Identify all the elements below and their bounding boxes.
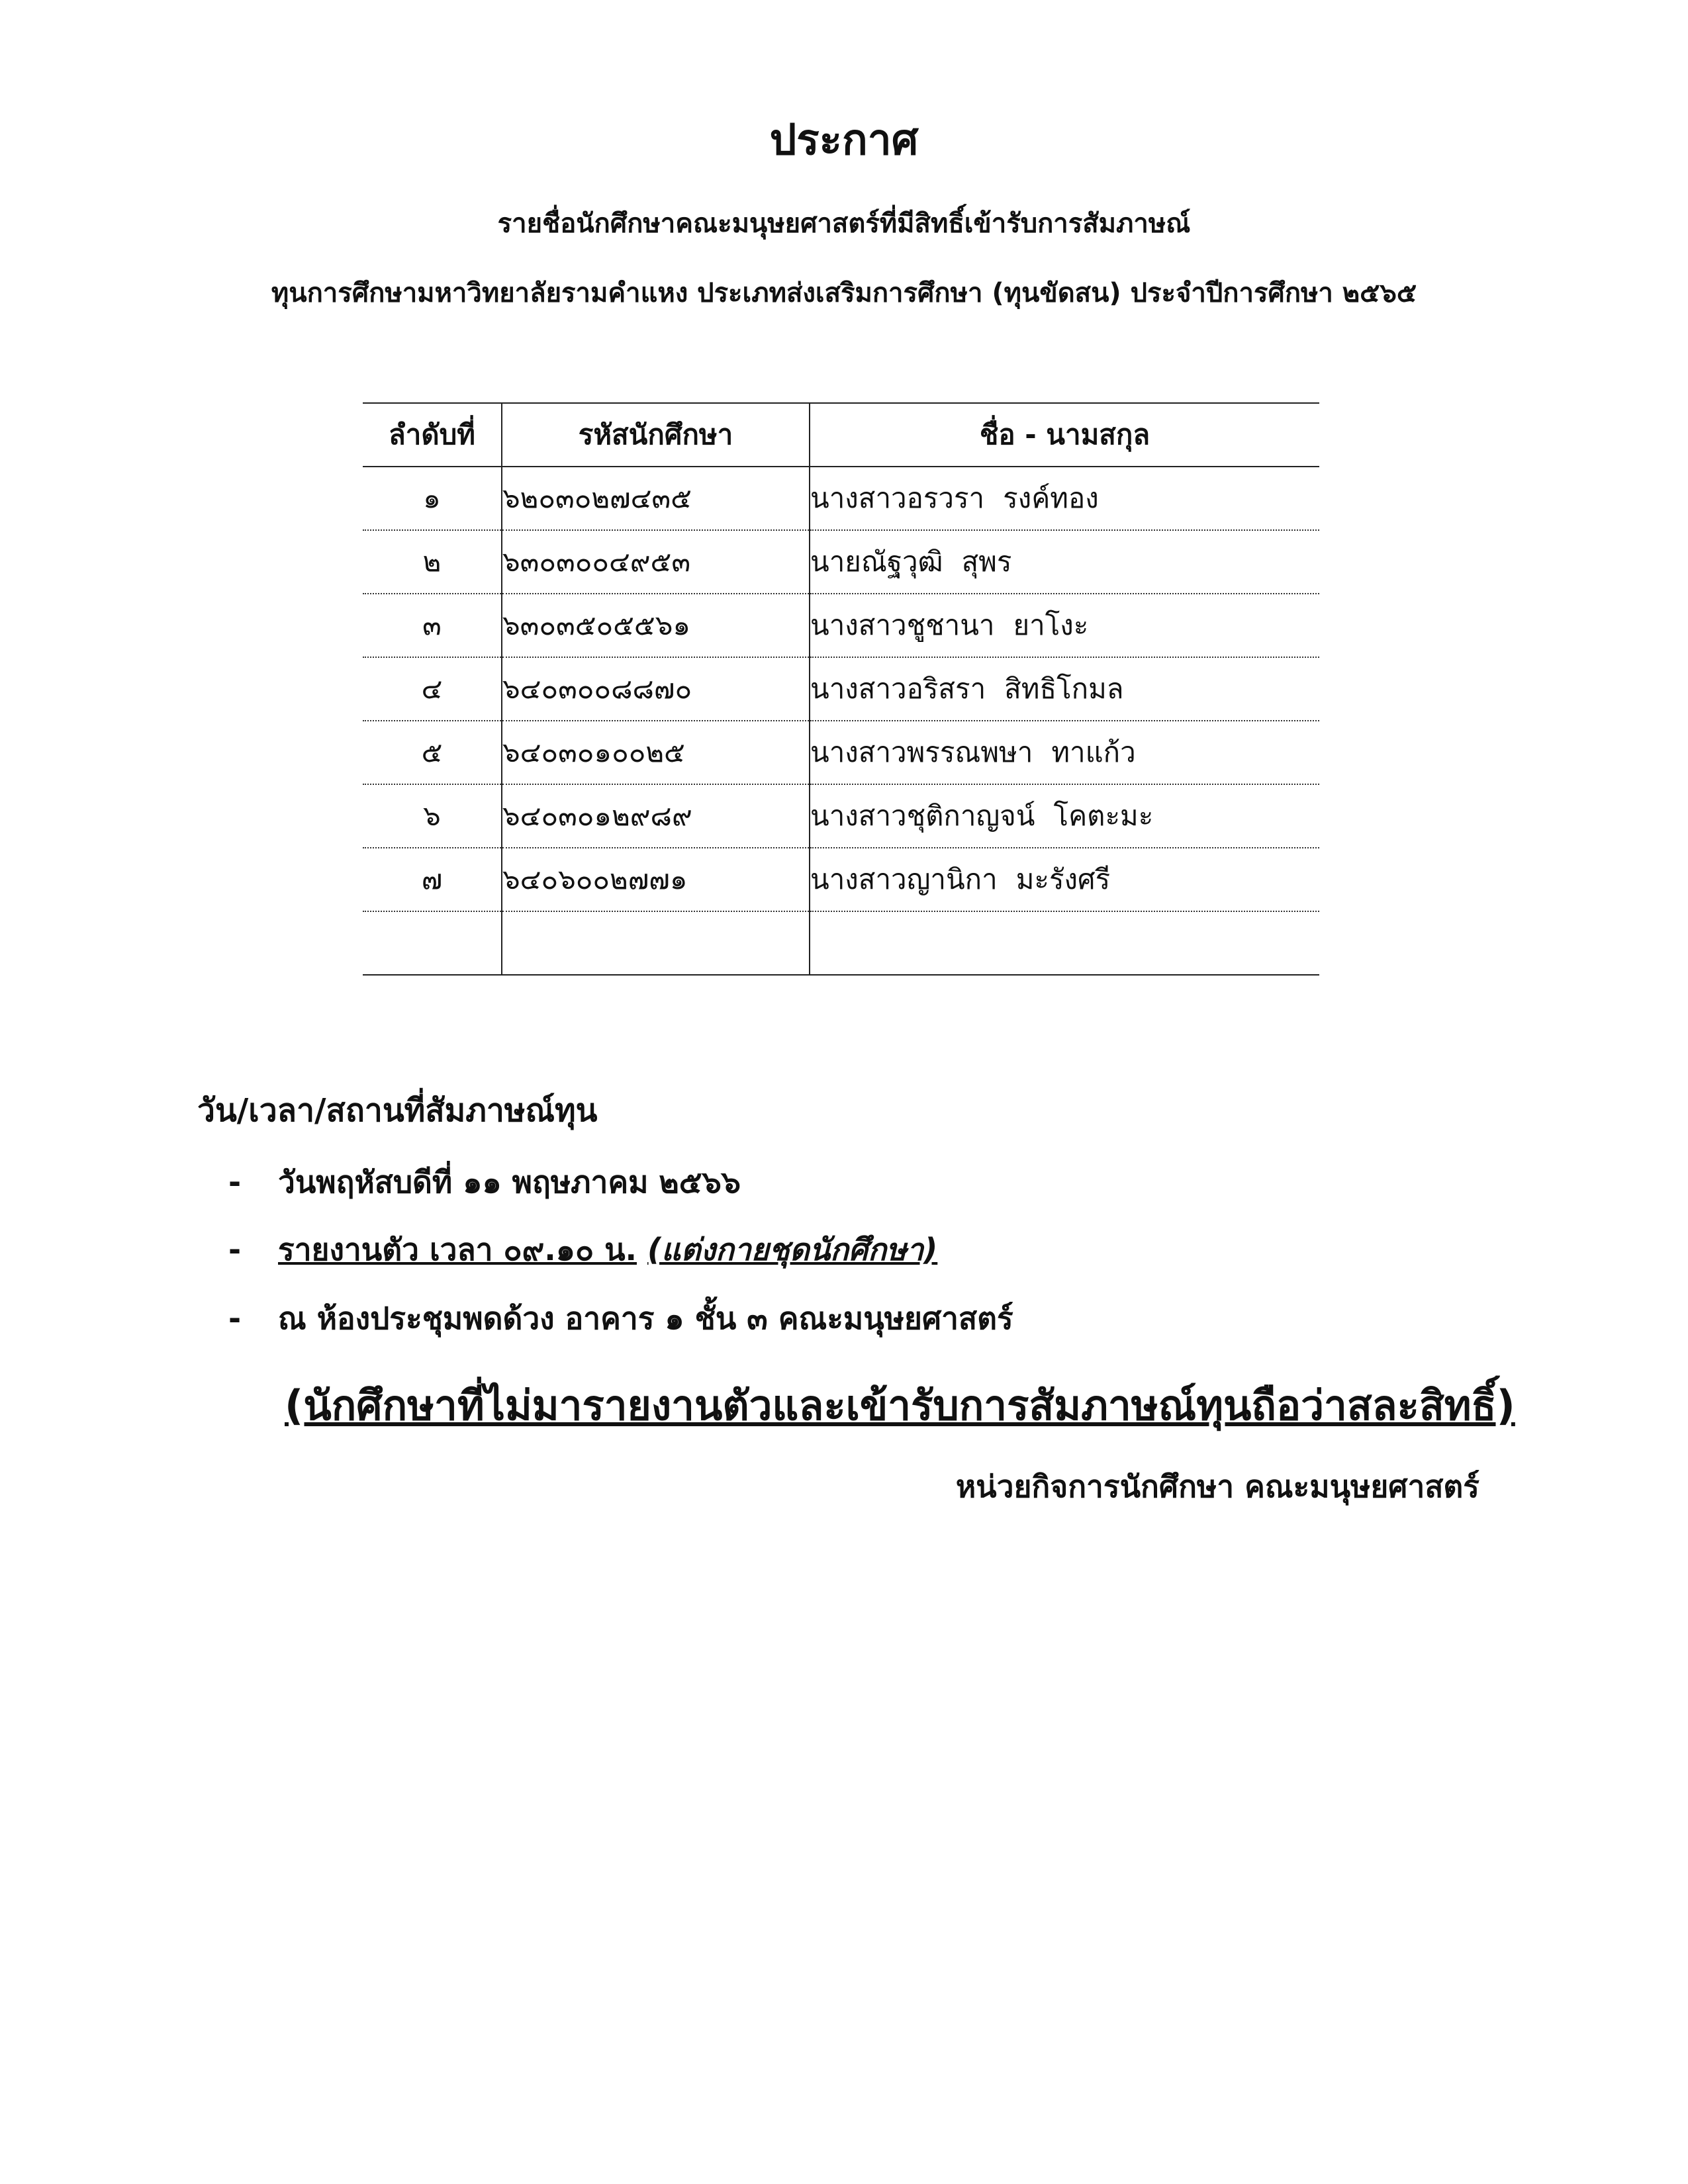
table-row — [363, 721, 1319, 784]
first-name: นางสาวชูชานา — [810, 609, 995, 641]
row-student-id: ๖๓๐๓๐๐๔๙๕๓ — [502, 530, 810, 594]
header-full-name: ชื่อ - นามสกุล — [810, 403, 1319, 467]
first-name: นางสาวอรวรา — [810, 482, 985, 514]
schedule-heading: วัน/เวลา/สถานที่สัมภาษณ์ทุน — [197, 1092, 598, 1129]
table-row-empty — [363, 911, 1319, 975]
issuing-unit: หน่วยกิจการนักศึกษา คณะมนุษยศาสตร์ — [955, 1469, 1479, 1504]
empty-cell — [363, 911, 502, 975]
table-header-row — [363, 403, 1319, 467]
row-seq: ๔ — [363, 657, 502, 721]
row-seq: ๗ — [363, 848, 502, 911]
row-seq: ๒ — [363, 530, 502, 594]
row-full-name — [810, 467, 1319, 530]
table-row — [363, 530, 1319, 594]
empty-cell — [810, 911, 1319, 975]
table-row — [363, 657, 1319, 721]
subtitle-line-1: รายชื่อนักศึกษาคณะมนุษยศาสตร์ที่มีสิทธิ์เข้ารับการสัมภาษณ์ — [497, 208, 1191, 239]
first-name: นายณัฐวุฒิ — [810, 545, 943, 578]
last-name: โคตะมะ — [1053, 799, 1154, 832]
last-name: สุพร — [961, 545, 1012, 578]
row-full-name — [810, 721, 1319, 784]
report-time-text: รายงานตัว เวลา ๐๙.๑๐ น. — [278, 1232, 637, 1267]
table-row — [363, 848, 1319, 911]
row-full-name — [810, 657, 1319, 721]
first-name: นางสาวอริสรา — [810, 672, 986, 705]
schedule-date — [228, 1158, 741, 1206]
row-student-id: ๖๓๐๓๕๐๕๕๖๑ — [502, 594, 810, 657]
row-student-id: ๖๒๐๓๐๒๗๔๓๕ — [502, 467, 810, 530]
bullet-dash: - — [228, 1300, 242, 1336]
header-seq: ลำดับที่ — [363, 403, 502, 467]
row-full-name — [810, 848, 1319, 911]
empty-cell — [502, 911, 810, 975]
row-full-name — [810, 784, 1319, 848]
last-name: สิทธิโกมล — [1004, 672, 1124, 705]
table-row — [363, 594, 1319, 657]
last-name: รงค์ทอง — [1003, 482, 1099, 514]
location-text: ณ ห้องประชุมพดด้วง อาคาร ๑ ชั้น ๓ คณะมนุษยศาสตร์ — [278, 1300, 1013, 1336]
row-seq: ๖ — [363, 784, 502, 848]
schedule-report-time — [228, 1226, 937, 1274]
schedule-date-text: วันพฤหัสบดีที่ ๑๑ พฤษภาคม ๒๕๖๖ — [278, 1164, 741, 1200]
last-name: ยาโงะ — [1013, 609, 1089, 641]
row-student-id: ๖๔๐๓๐๑๐๐๒๕ — [502, 721, 810, 784]
page-title: ประกาศ — [769, 116, 919, 165]
last-name: มะรังศรี — [1015, 863, 1111, 895]
forfeit-notice: (นักศึกษาที่ไม่มารายงานตัวและเข้ารับการสัมภาษณ์ทุนถือว่าสละสิทธิ์) — [285, 1381, 1515, 1430]
schedule-location — [228, 1295, 1013, 1343]
row-student-id: ๖๔๐๖๐๐๒๗๗๑ — [502, 848, 810, 911]
bullet-dash: - — [228, 1232, 242, 1267]
table-row — [363, 467, 1319, 530]
table-row — [363, 784, 1319, 848]
row-full-name — [810, 530, 1319, 594]
row-seq: ๑ — [363, 467, 502, 530]
row-seq: ๕ — [363, 721, 502, 784]
student-table — [363, 402, 1319, 976]
row-seq: ๓ — [363, 594, 502, 657]
bullet-dash: - — [228, 1164, 242, 1200]
last-name: ทาแก้ว — [1051, 736, 1136, 768]
row-student-id: ๖๔๐๓๐๑๒๙๘๙ — [502, 784, 810, 848]
header-student-id: รหัสนักศึกษา — [502, 403, 810, 467]
first-name: นางสาวชุติกาญจน์ — [810, 799, 1035, 832]
first-name: นางสาวพรรณพษา — [810, 736, 1033, 768]
row-student-id: ๖๔๐๓๐๐๘๘๗๐ — [502, 657, 810, 721]
dress-note-text: (แต่งกายชุดนักศึกษา) — [647, 1232, 938, 1267]
first-name: นางสาวญานิกา — [810, 863, 998, 895]
row-full-name — [810, 594, 1319, 657]
subtitle-line-2: ทุนการศึกษามหาวิทยาลัยรามคำแหง ประเภทส่งเสริมการศึกษา (ทุนขัดสน) ประจำปีการศึกษา ๒๕๖๕ — [271, 278, 1417, 308]
